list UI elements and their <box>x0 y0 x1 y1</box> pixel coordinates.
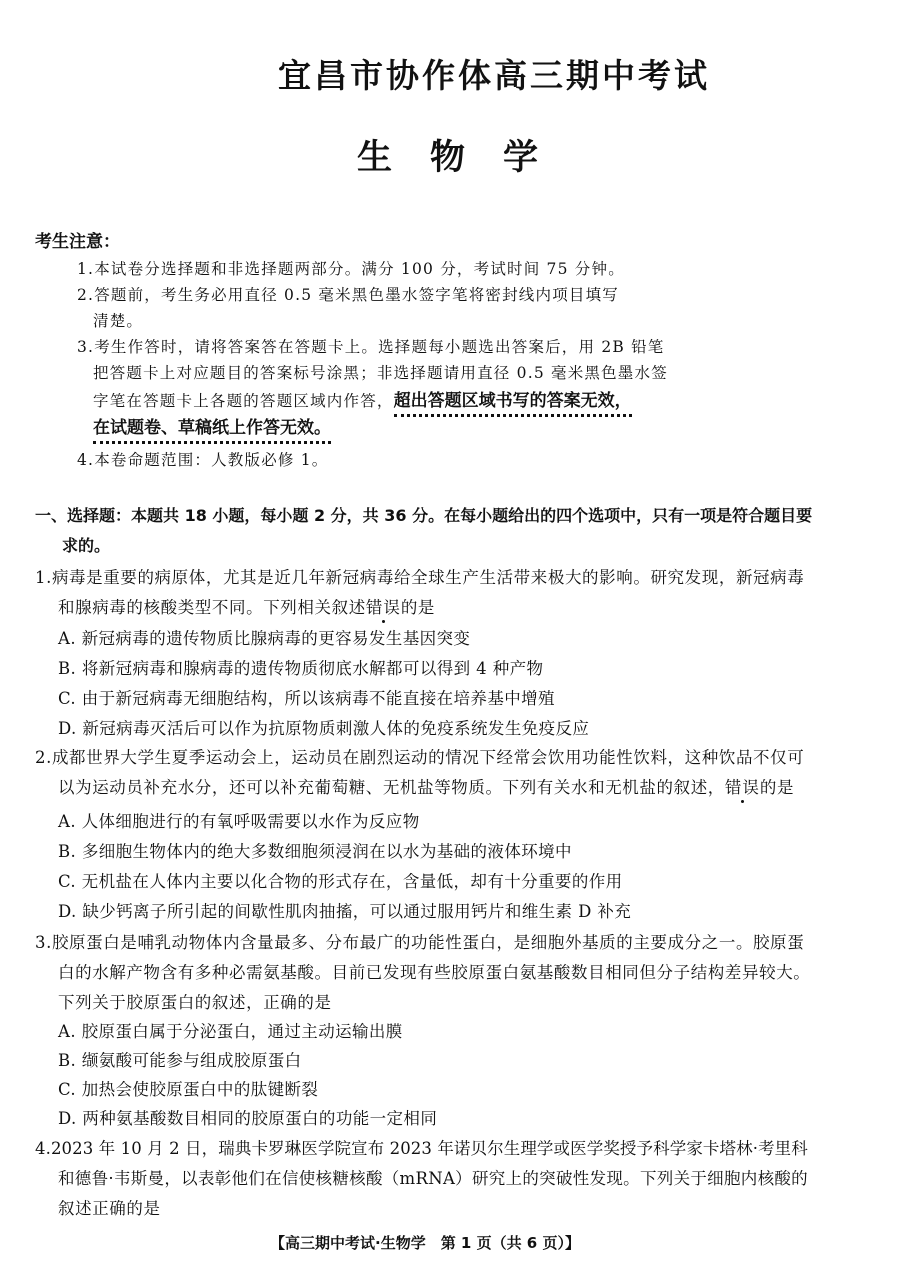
emphasis-wrong <box>725 778 760 797</box>
question-4-stem-end: 叙述正确的是 <box>58 1199 161 1218</box>
question-3-stem-cont: 白的水解产物含有多种必需氨基酸。目前已发现有些胶原蛋白氨基酸数目相同但分子结构差异较大。 <box>58 963 811 982</box>
notice-item-3-text: 字笔在答题卡上各题的答题区域内作答， <box>93 392 394 410</box>
question-3-option-b: B. 缬氨酸可能参与组成胶原蛋白 <box>58 1051 302 1070</box>
emphasis-wrong <box>366 598 401 617</box>
exam-title: 宜昌市协作体高三期中考试 <box>278 56 710 95</box>
question-2-stem: 2.成都世界大学生夏季运动会上，运动员在剧烈运动的情况下经常会饮用功能性饮料，这种饮品不仅可 <box>35 748 805 767</box>
notice-item-3-line2: 把答题卡上对应题目的答案标号涂黑；非选择题请用直径 0.5 毫米黑色墨水签 <box>93 364 668 382</box>
question-2-option-c: C. 无机盐在人体内主要以化合物的形式存在，含量低，却有十分重要的作用 <box>58 872 623 891</box>
question-2-stem-cont <box>58 774 794 798</box>
question-3-stem-end: 下列关于胶原蛋白的叙述，正确的是 <box>58 993 332 1012</box>
notice-item-2: 2.答题前，考生务必用直径 0.5 毫米黑色墨水签字笔将密封线内项目填写 <box>77 286 619 304</box>
notice-item-3-line3 <box>93 386 632 411</box>
question-2-text-end: 的是 <box>759 778 795 797</box>
question-3-option-d: D. 两种氨基酸数目相同的胶原蛋白的功能一定相同 <box>58 1109 438 1128</box>
notice-item-1: 1.本试卷分选择题和非选择题两部分。满分 100 分，考试时间 75 分钟。 <box>77 260 625 278</box>
question-4-stem-cont: 和德鲁·韦斯曼，以表彰他们在信使核糖核酸（mRNA）研究上的突破性发现。下列关于细胞内核酸的 <box>58 1169 808 1188</box>
question-2-text: 以为运动员补充水分，还可以补充葡萄糖、无机盐等物质。下列有关水和无机盐的叙述， <box>58 778 725 797</box>
question-1-stem: 1.病毒是重要的病原体，尤其是近几年新冠病毒给全球生产生活带来极大的影响。研究发现，新冠病毒 <box>35 568 805 587</box>
emphasis-wrong-text: 错误 <box>365 598 401 617</box>
notice-item-3: 3.考生作答时，请将答案答在答题卡上。选择题每小题选出答案后，用 2B 铅笔 <box>77 338 665 356</box>
notice-emphasis-1: 超出答题区域书写的答案无效， <box>394 391 632 417</box>
emphasis-wrong-text: 错误 <box>724 778 760 797</box>
notice-item-2-cont: 清楚。 <box>93 312 144 330</box>
question-3-stem: 3.胶原蛋白是哺乳动物体内含量最多、分布最广的功能性蛋白，是细胞外基质的主要成分之一。胶原蛋 <box>35 933 805 952</box>
question-1-option-b: B. 将新冠病毒和腺病毒的遗传物质彻底水解都可以得到 4 种产物 <box>58 659 544 678</box>
notice-emphasis-2: 在试题卷、草稿纸上作答无效。 <box>93 413 331 444</box>
question-1-option-d: D. 新冠病毒灭活后可以作为抗原物质刺激人体的免疫系统发生免疫反应 <box>58 719 590 738</box>
notice-item-4: 4.本卷命题范围：人教版必修 1。 <box>77 451 329 469</box>
question-2-option-d: D. 缺少钙离子所引起的间歇性肌肉抽搐，可以通过服用钙片和维生素 D 补充 <box>58 902 632 921</box>
question-2-option-a: A. 人体细胞进行的有氧呼吸需要以水作为反应物 <box>58 812 420 831</box>
question-1-text: 和腺病毒的核酸类型不同。下列相关叙述 <box>58 598 366 617</box>
question-2-option-b: B. 多细胞生物体内的绝大多数细胞须浸润在以水为基础的液体环境中 <box>58 842 572 861</box>
section-heading: 一、选择题：本题共 18 小题，每小题 2 分，共 36 分。在每小题给出的四个选项中，只有一项是符合题目要 <box>35 506 813 525</box>
question-1-option-c: C. 由于新冠病毒无细胞结构，所以该病毒不能直接在培养基中增殖 <box>58 689 555 708</box>
page-footer: 【高三期中考试·生物学 第 1 页（共 6 页）】 <box>270 1234 580 1252</box>
section-heading-cont: 求的。 <box>62 536 111 555</box>
notice-heading: 考生注意： <box>35 232 120 252</box>
question-1-text-end: 的是 <box>400 598 436 617</box>
question-4-stem: 4.2023 年 10 月 2 日，瑞典卡罗琳医学院宣布 2023 年诺贝尔生理学或医学奖授予科学家卡塔林·考里科 <box>35 1139 808 1158</box>
subject-title: 生物学 <box>357 138 577 178</box>
question-1-option-a: A. 新冠病毒的遗传物质比腺病毒的更容易发生基因突变 <box>58 629 471 648</box>
question-3-option-a: A. 胶原蛋白属于分泌蛋白，通过主动运输出膜 <box>58 1022 403 1041</box>
question-3-option-c: C. 加热会使胶原蛋白中的肽键断裂 <box>58 1080 319 1099</box>
question-1-stem-cont <box>58 594 435 618</box>
